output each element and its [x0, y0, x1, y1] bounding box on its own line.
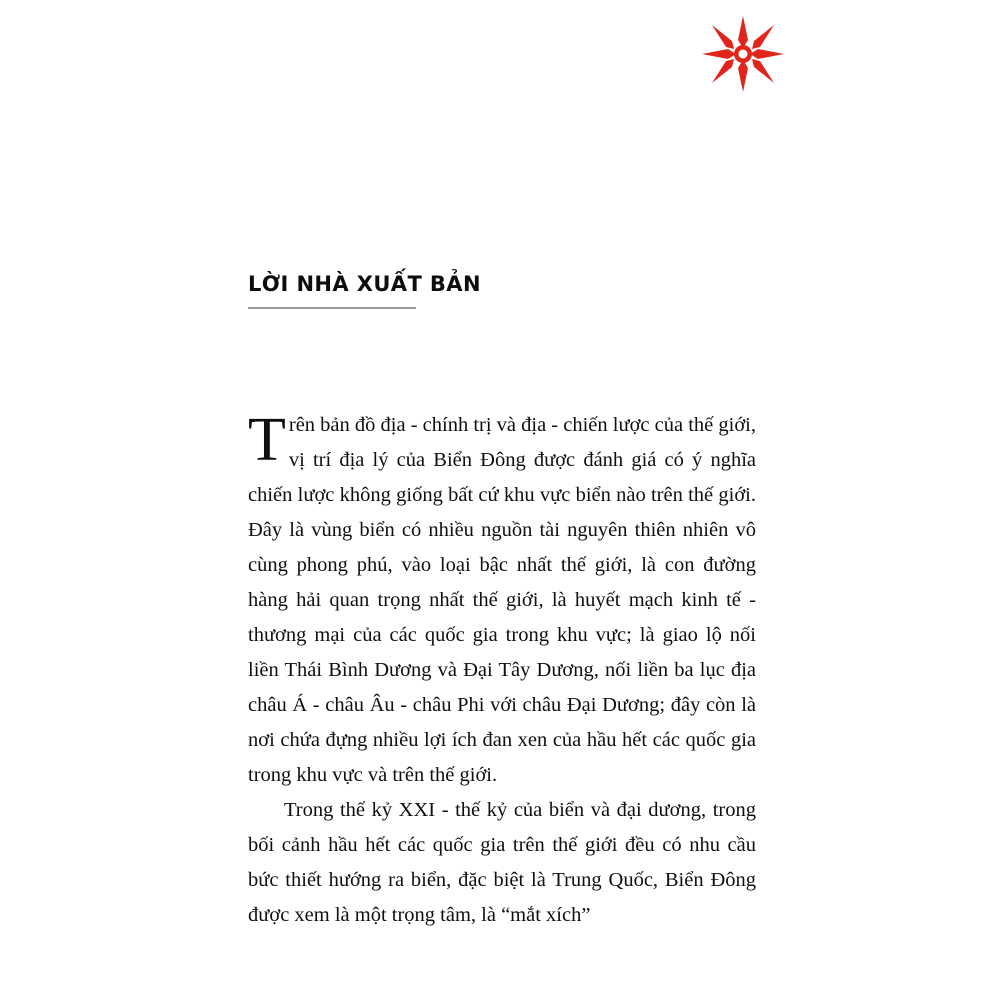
page-title: LỜI NHÀ XUẤT BẢN [248, 272, 481, 296]
drop-cap: T [248, 406, 286, 474]
section-heading [248, 272, 768, 309]
paragraph-1-text: rên bản đồ địa - chính trị và địa - chiến lược của thế giới, vị trí địa lý của Biển Đông được đánh giá có ý nghĩa chiến lược không giống bất cứ khu vực biển nào trên thế giới. Đây là vùng biển có nhiều nguồn tài nguyên thiên nhiên vô cùng phong phú, vào loại bậc nhất thế giới, là con đường hàng hải quan trọng nhất thế giới, là huyết mạch kinh tế - thương mại của các quốc gia trong khu vực; là giao lộ nối liền Thái Bình Dương và Đại Tây Dương, nối liền ba lục địa châu Á - châu Âu - châu Phi với châu Đại Dương; đây còn là nơi chứa đựng nhiều lợi ích đan xen của hầu hết các quốc gia trong khu vực và trên thế giới. [248, 414, 756, 786]
heading-underline [248, 307, 416, 309]
body-text [248, 408, 756, 933]
paragraph-1 [248, 408, 756, 793]
publisher-star-logo [698, 14, 788, 94]
paragraph-2: Trong thế kỷ XXI - thế kỷ của biển và đại dương, trong bối cảnh hầu hết các quốc gia trên thế giới đều có nhu cầu bức thiết hướng ra biển, đặc biệt là Trung Quốc, Biển Đông được xem là một trọng tâm, là “mắt xích” [248, 799, 756, 926]
